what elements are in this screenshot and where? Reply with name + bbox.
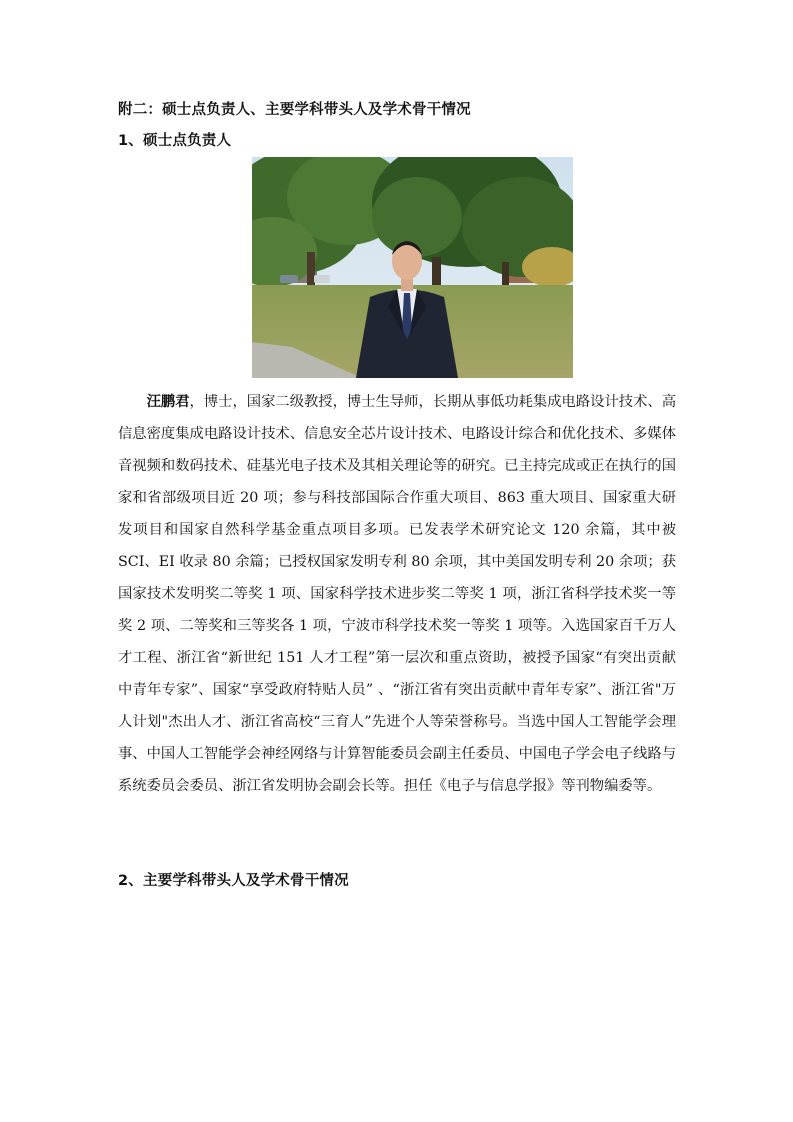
person-name: 汪鹏君: [146, 394, 190, 410]
person-photo: [252, 157, 573, 378]
section2-heading: 2、主要学科带头人及学术骨干情况: [118, 873, 349, 889]
bio-paragraph: [118, 386, 676, 802]
main-heading: 附二：硕士点负责人、主要学科带头人及学术骨干情况: [118, 102, 471, 118]
section1-heading: 1、硕士点负责人: [118, 133, 232, 149]
bio-text: ，博士，国家二级教授，博士生导师，长期从事低功耗集成电路设计技术、高信息密度集成电路设计技术、信息安全芯片设计技术、电路设计综合和优化技术、多媒体音视频和数码技术、硅基光电子技术及其相关理论等的研究。已主持完成或正在执行的国家和省部级项目近 20 项；参与科技部国际合作重大项目、863 重大项目、国家重大研发项目和国家自然科学基金重点项目多项。已发表学术研究论文 120 余篇，其中被 SCI、EI 收录 80 余篇；已授权国家发明专利 80 余项，其中美国发明专利 20 余项；获国家技术发明奖二等奖 1 项、国家科学技术进步奖二等奖 1 项，浙江省科学技术奖一等奖 2 项、二等奖和三等奖各 1 项，宁波市科学技术奖一等奖 1 项等。入选国家百千万人才工程、浙江省“新世纪 151 人才工程”第一层次和重点资助，被授予国家“有突出贡献中青年专家”、国家“享受政府特贴人员” 、“浙江省有突出贡献中青年专家”、浙江省"万人计划"杰出人才、浙江省高校“三育人”先进个人等荣誉称号。当选中国人工智能学会理事、中国人工智能学会神经网络与计算智能委员会副主任委员、中国电子学会电子线路与系统委员会委员、浙江省发明协会副会长等。担任《电子与信息学报》等刊物编委等。: [118, 394, 677, 794]
